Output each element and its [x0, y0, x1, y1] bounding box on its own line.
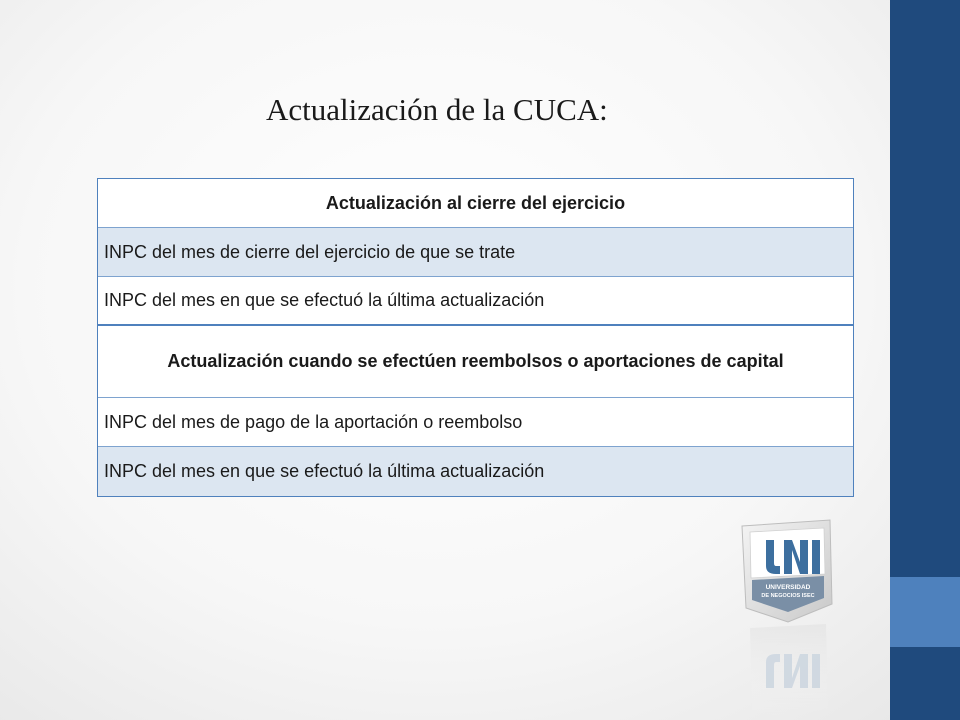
logo-text-line1: UNIVERSIDAD	[765, 584, 811, 591]
logo-shield	[742, 520, 832, 622]
table-row: INPC del mes de pago de la aportación o reembolso	[98, 398, 853, 447]
slide-title: Actualización de la CUCA:	[266, 92, 608, 127]
university-logo	[736, 518, 836, 720]
logo-reflection	[750, 624, 828, 718]
table-row: INPC del mes de cierre del ejercicio de que se trate	[98, 228, 853, 277]
table-row: INPC del mes en que se efectuó la última actualización	[98, 447, 853, 496]
table-header-contributions: Actualización cuando se efectúen reembolsos o aportaciones de capital	[98, 326, 853, 398]
logo-text-line2: DE NEGOCIOS ISEC	[761, 593, 815, 599]
cuca-update-table	[97, 178, 854, 497]
right-sidebar-accent	[890, 577, 960, 647]
table-header-year-end: Actualización al cierre del ejercicio	[98, 179, 853, 228]
table-row: INPC del mes en que se efectuó la última actualización	[98, 277, 853, 326]
